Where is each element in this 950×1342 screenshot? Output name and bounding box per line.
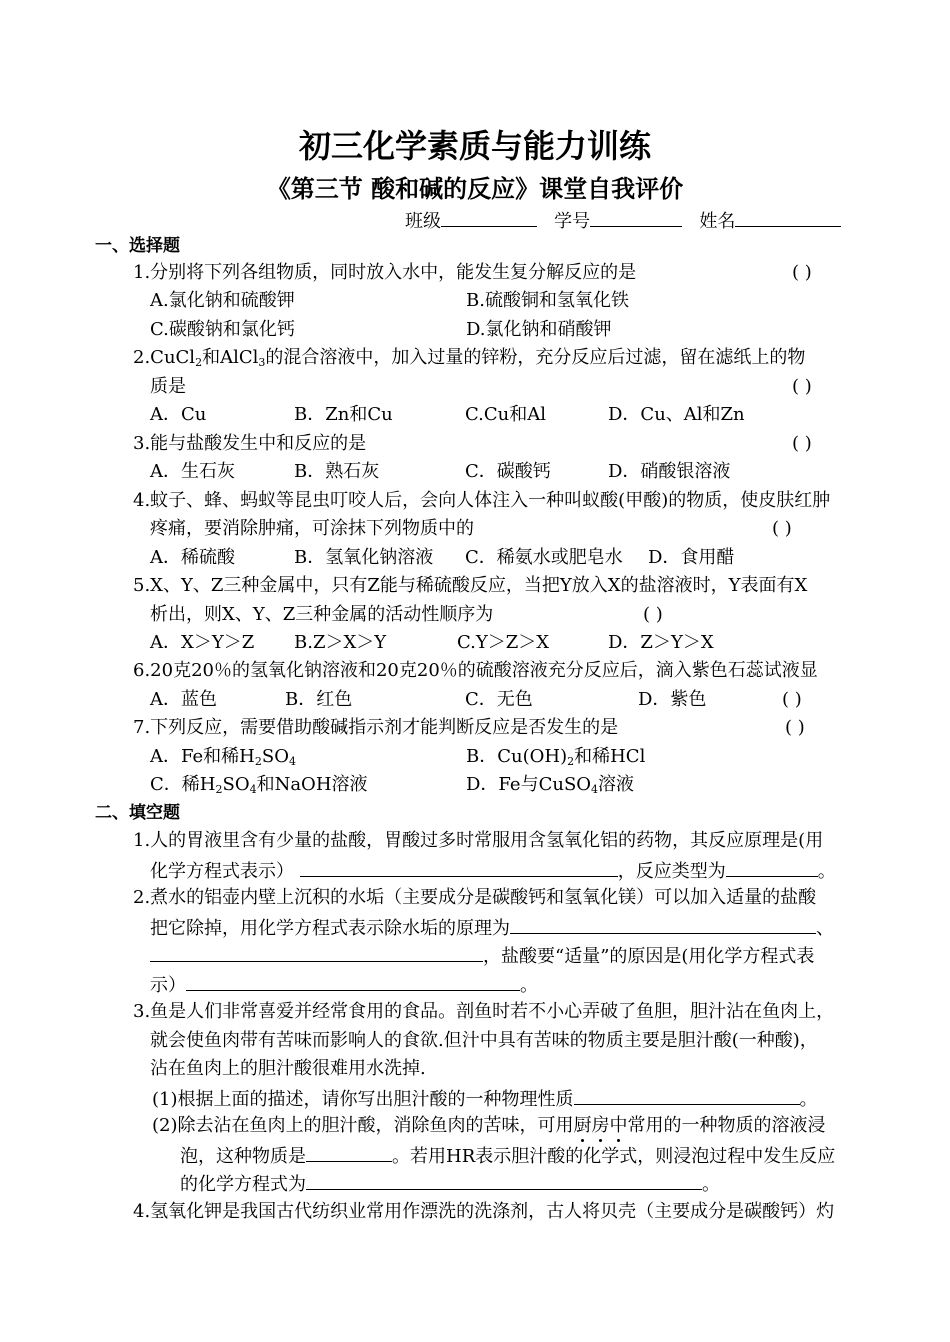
q2-option-d: D．Cu、Al和Zn [608,404,745,425]
f2-equation1-blank[interactable] [510,915,816,934]
q6-option-d: D．紫色 [638,689,707,710]
q3-option-a: A．生石灰 [150,461,235,482]
q7-stem: 7.下列反应，需要借助酸碱指示剂才能判断反应是否发生的是 [133,717,619,738]
class-blank[interactable] [441,208,537,227]
q1-option-a: A.氯化钠和硫酸钾 [150,290,295,311]
q3-option-b: B．熟石灰 [294,461,380,482]
f3-part1: (1)根据上面的描述，请你写出胆汁酸的一种物理性质 。 [152,1086,818,1112]
q6-option-b: B．红色 [285,689,353,710]
q4-option-d: D．食用醋 [648,547,735,568]
q3-option-c: C．碳酸钙 [465,461,551,482]
f3-part2-line3: 的化学方程式为 。 [180,1171,720,1197]
f3-line2: 就会使鱼肉带有苦味而影响人的食欲.但汁中具有苦味的物质主要是胆汁酸(一种酸)， [150,1030,818,1051]
page-subtitle: 《第三节 酸和碱的反应》课堂自我评价 [266,174,684,203]
q5-stem: 5.X、Y、Z三种金属中，只有Z能与稀硫酸反应，当把Y放入X的盐溶液时，Y表面有X [133,575,808,596]
q6-option-c: C．无色 [465,689,533,710]
q2-option-c: C.Cu和Al [465,404,546,425]
page-title: 初三化学素质与能力训练 [298,127,651,165]
f2-equation3-blank[interactable] [186,972,520,991]
f1-line1: 1.人的胃液里含有少量的盐酸，胃酸过多时常服用含氢氧化铝的药物，其反应原理是(用 [133,830,824,851]
name-blank[interactable] [735,208,841,227]
f2-line4: 示） 。 [150,972,538,998]
f3-line3: 沾在鱼肉上的胆汁酸很难用水洗掉. [150,1058,426,1079]
f2-equation2-blank[interactable] [150,943,483,962]
q4-stem: 4.蚊子、蜂、蚂蚁等昆虫叮咬人后，会向人体注入一种叫蚁酸(甲酸)的物质，使皮肤红肿 [133,490,831,511]
f2-line1: 2.煮水的铝壶内壁上沉积的水垢（主要成分是碳酸钙和氢氧化镁）可以加入适量的盐酸 [133,887,817,908]
class-label: 班级 [405,211,441,232]
q7-option-c: C．稀$H_2SO_4$和NaOH溶液 [150,774,368,796]
q1-option-b: B.硫酸铜和氢氧化铁 [466,290,629,311]
q4-option-c: C．稀氨水或肥皂水 [465,547,623,568]
q1-answer-paren[interactable]: ( ) [792,262,812,283]
name-label: 姓名 [699,211,736,232]
q7-option-b: B．$Cu(OH)_2$和稀HCl [466,746,646,768]
student-info-line [405,208,841,234]
q5-answer-paren[interactable]: ( ) [643,604,663,625]
q1-stem: 1.分别将下列各组物质，同时放入水中，能发生复分解反应的是 [133,262,637,283]
q4-answer-paren[interactable]: ( ) [772,518,792,539]
q7-answer-paren[interactable]: ( ) [785,717,805,738]
q7-option-a: A．Fe和稀$H_2SO_4$ [150,746,296,768]
section-heading-choice: 一、选择题 [95,236,180,256]
f4-line1: 4.氢氧化钾是我国古代纺织业常用作漂洗的洗涤剂，古人将贝壳（主要成分是碳酸钙）灼 [133,1201,835,1222]
q4-option-b: B．氢氧化钠溶液 [294,547,434,568]
q3-answer-paren[interactable]: ( ) [792,433,812,454]
q4-stem-line2: 疼痛，要消除肿痛，可涂抹下列物质中的 [150,518,474,539]
q3-stem: 3.能与盐酸发生中和反应的是 [133,433,367,454]
q3-option-d: D．硝酸银溶液 [608,461,731,482]
q5-stem-line2: 析出，则X、Y、Z三种金属的活动性顺序为 [150,604,494,625]
q2-stem: 2.CuCl$_2$和AlCl$_3$的混合溶液中，加入过量的锌粉，充分反应后过滤，留在滤纸上的物 [133,347,806,369]
q2-stem-line2: 质是 [150,376,186,397]
f2-line3: ，盐酸要“适量”的原因是(用化学方程式表 [150,943,814,969]
q5-option-d: D．Z＞Y＞X [608,632,714,653]
q6-answer-paren[interactable]: ( ) [782,689,802,710]
q7-option-d: D．Fe与CuSO$_4$溶液 [466,774,635,796]
q5-option-a: A．X＞Y＞Z [150,632,255,653]
section-heading-fill: 二、填空题 [95,803,180,823]
q4-option-a: A．稀硫酸 [150,547,235,568]
f3-line1: 3.鱼是人们非常喜爱并经常食用的食品。剖鱼时若不小心弄破了鱼胆，胆汁沾在鱼肉上， [133,1001,835,1022]
student-no-label: 学号 [554,211,591,232]
q5-option-c: C.Y＞Z＞X [457,632,550,653]
q2-option-b: B．Zn和Cu [294,404,393,425]
f3-equation-blank[interactable] [306,1171,702,1190]
f3-property-blank[interactable] [574,1086,800,1105]
q5-option-b: B.Z＞X＞Y [294,632,387,653]
q2-answer-paren[interactable]: ( ) [792,376,812,397]
q6-stem: 6.20克20％的氢氧化钠溶液和20克20％的硫酸溶液充分反应后，滴入紫色石蕊试液显 [133,660,818,681]
f3-part2-line1: (2)除去沾在鱼肉上的胆汁酸，消除鱼肉的苦味，可用厨房中常用的一种物质的溶液浸 [152,1115,826,1136]
f1-line2: 化学方程式表示） ，反应类型为 。 [150,858,836,884]
q6-option-a: A．蓝色 [150,689,217,710]
f3-substance-blank[interactable] [306,1143,392,1162]
f2-line2: 把它除掉，用化学方程式表示除水垢的原理为 、 [150,915,834,941]
q1-option-c: C.碳酸钠和氯化钙 [150,319,295,340]
q2-option-a: A．Cu [150,404,207,425]
student-no-blank[interactable] [590,208,682,227]
f1-reaction-type-blank[interactable] [726,858,818,877]
f3-part2-line2: 泡，这种物质是 。若用HR表示胆汁酸的化学式，则浸泡过程中发生反应 [180,1143,835,1169]
q1-option-d: D.氯化钠和硝酸钾 [466,319,612,340]
f1-equation-blank[interactable] [300,858,618,877]
